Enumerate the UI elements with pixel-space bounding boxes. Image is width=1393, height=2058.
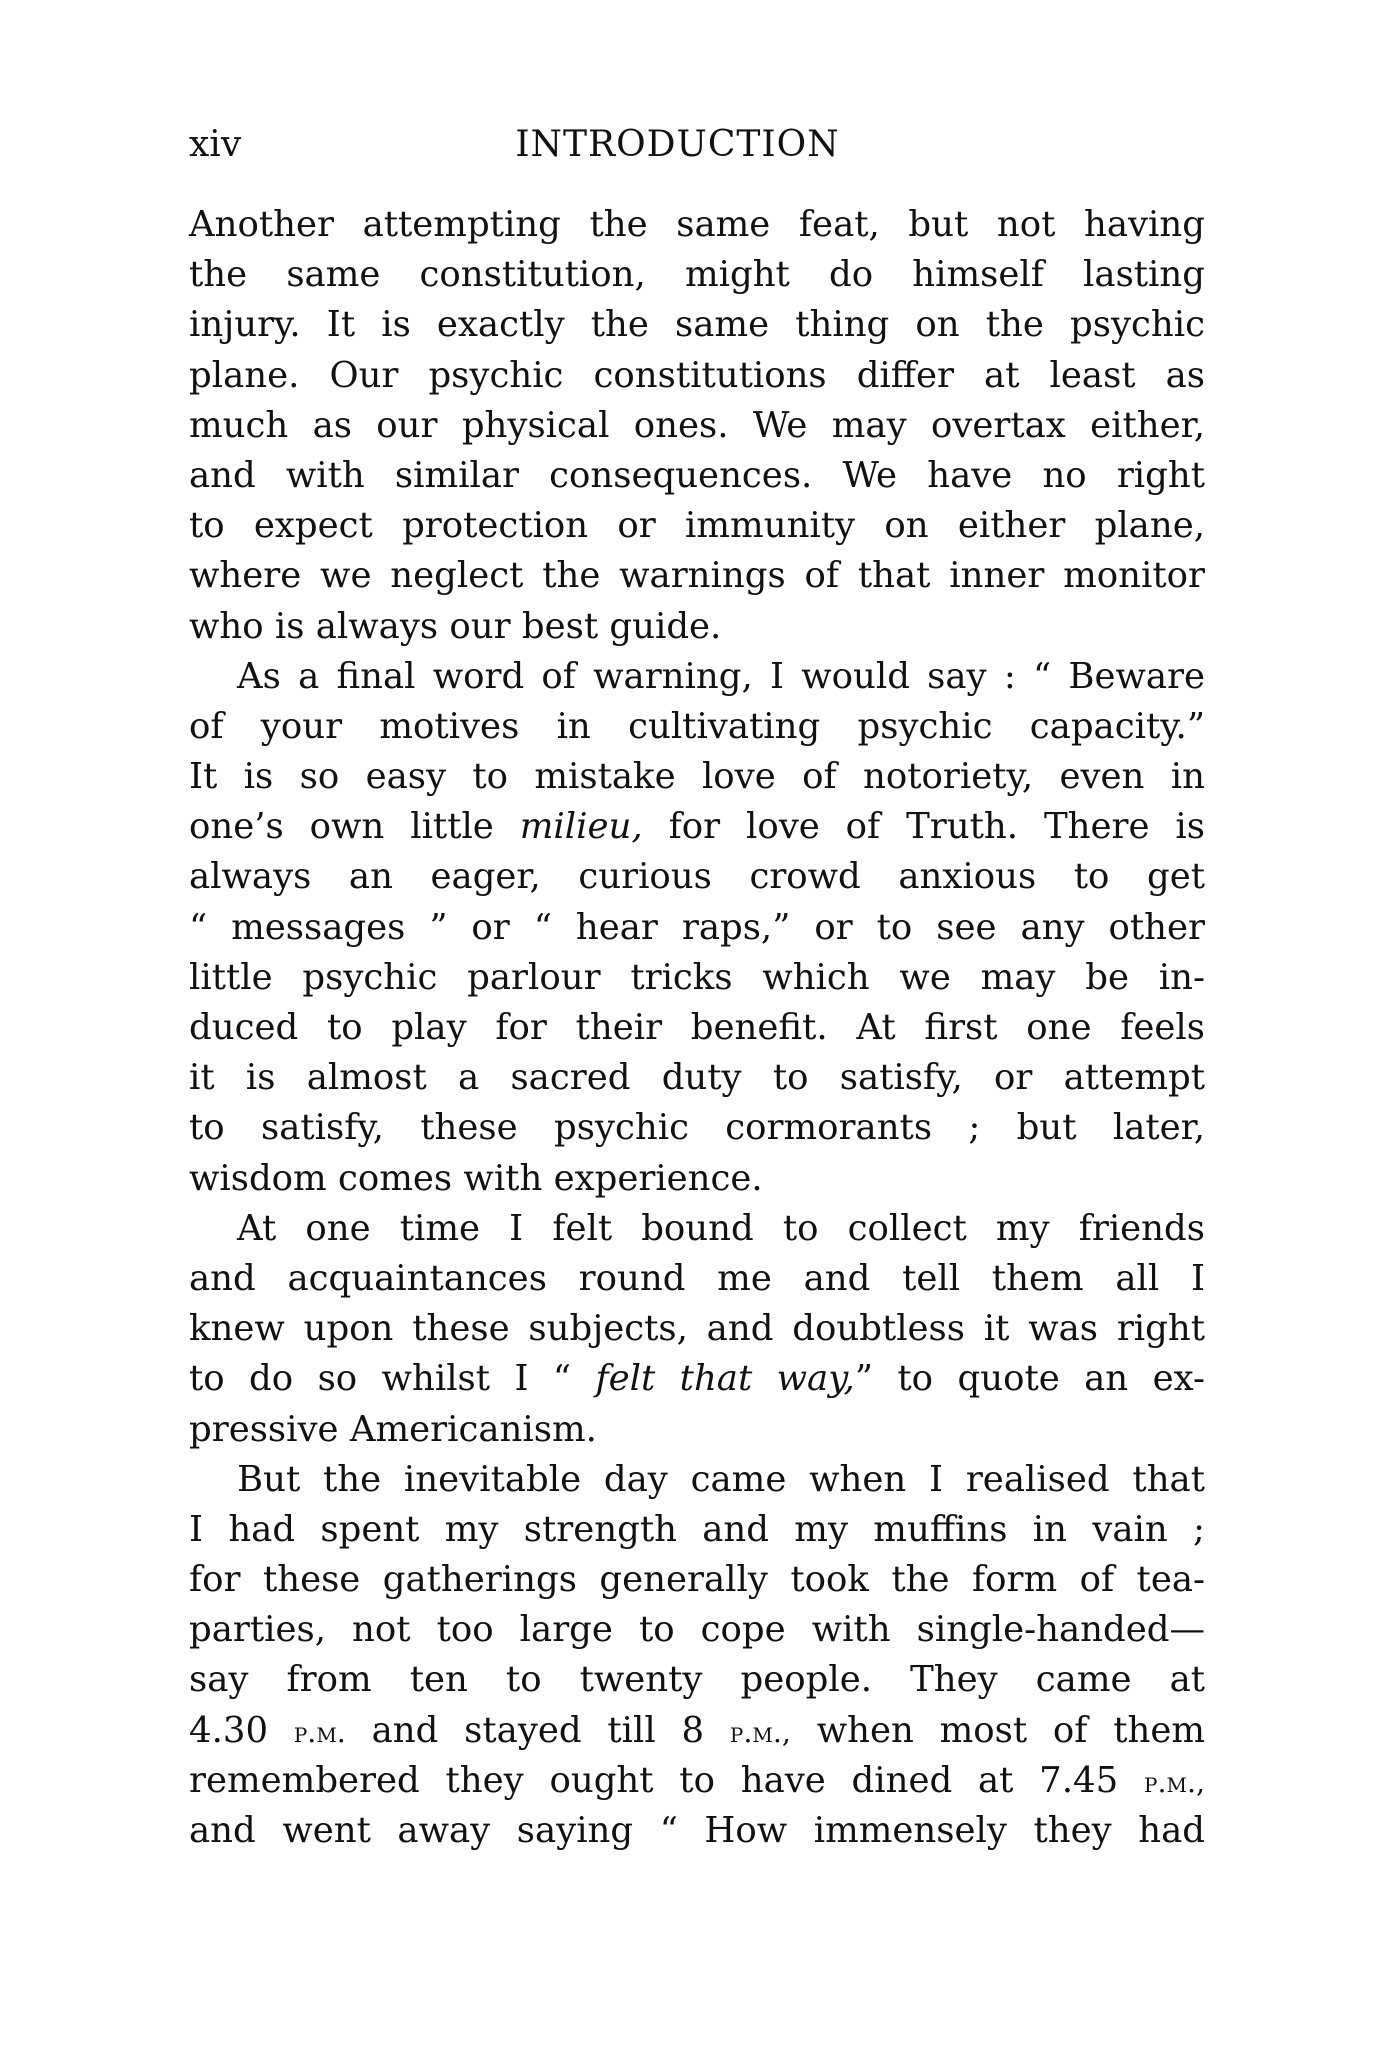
body-text	[189, 200, 1205, 1856]
italic-text: milieu,	[519, 806, 643, 848]
text-line: say from ten to twenty people. They came at	[189, 1659, 1205, 1701]
text-line	[189, 802, 1205, 852]
text-line: much as our physical ones. We may overtax either,	[189, 404, 1205, 446]
text-line: where we neglect the warnings of that inner monitor	[189, 555, 1205, 597]
text-line: “ messages ” or “ hear raps,” or to see any other	[189, 906, 1205, 948]
text-line: and with similar consequences. We have no right	[189, 454, 1205, 496]
text-segment: remembered they ought to have dined at 7.45	[189, 1759, 1144, 1801]
text-line: But the inevitable day came when I realised that	[237, 1458, 1205, 1500]
text-line: plane. Our psychic constitutions differ at least as	[189, 354, 1205, 396]
text-segment: ” to quote an ex-	[854, 1358, 1205, 1400]
text-line: for these gatherings generally took the form of tea-	[189, 1559, 1205, 1601]
text-line: Another attempting the same feat, but not having	[189, 204, 1205, 245]
text-line: I had spent my strength and my muffins in vain ;	[189, 1508, 1205, 1550]
small-caps-text: p.m.,	[1143, 1765, 1205, 1799]
small-caps-text: p.m.	[293, 1715, 346, 1749]
text-line: little psychic parlour tricks which we may be in-	[189, 956, 1205, 998]
text-segment: when most of them	[790, 1709, 1206, 1751]
text-line: the same constitution, might do himself lasting	[189, 254, 1205, 296]
running-header	[189, 124, 1203, 174]
text-segment: one’s own little	[189, 806, 520, 848]
text-line: pressive Americanism.	[189, 1408, 597, 1450]
text-segment: and stayed till 8	[345, 1709, 730, 1751]
text-line: As a final word of warning, I would say : “ Beware	[237, 655, 1205, 697]
text-segment: to do so whilst I “	[189, 1358, 596, 1400]
text-line: always an eager, curious crowd anxious to get	[189, 856, 1205, 898]
text-line: and acquaintances round me and tell them all I	[189, 1257, 1205, 1299]
text-line: wisdom comes with experience.	[189, 1157, 763, 1199]
text-line: duced to play for their benefit. At first one feels	[189, 1007, 1205, 1048]
text-line: who is always our best guide.	[189, 605, 722, 647]
text-line: At one time I felt bound to collect my friends	[237, 1207, 1205, 1249]
text-line	[189, 1756, 1205, 1806]
text-line: injury. It is exactly the same thing on the psychic	[189, 304, 1205, 346]
text-line: parties, not too large to cope with single-handed—	[189, 1609, 1205, 1651]
small-caps-text: p.m.,	[729, 1715, 791, 1749]
text-line: of your motives in cultivating psychic capacity.”	[189, 705, 1205, 747]
text-line: knew upon these subjects, and doubtless it was right	[189, 1308, 1205, 1350]
page-number: xiv	[189, 124, 242, 165]
text-line: and went away saying “ How immensely they had	[189, 1810, 1205, 1851]
italic-text: felt that way,	[595, 1358, 855, 1400]
text-line: to satisfy, these psychic cormorants ; but later,	[189, 1107, 1205, 1149]
text-segment: 4.30	[189, 1709, 294, 1751]
text-line: it is almost a sacred duty to satisfy, or attempt	[189, 1057, 1205, 1099]
text-line: It is so easy to mistake love of notoriety, even in	[189, 756, 1205, 798]
paragraph	[189, 652, 1205, 1204]
paragraph	[189, 1455, 1205, 1857]
text-segment: for love of Truth. There is	[642, 806, 1205, 848]
text-line	[189, 1706, 1205, 1756]
paragraph	[189, 1204, 1205, 1455]
text-line	[189, 1354, 1205, 1404]
paragraph	[189, 200, 1205, 652]
running-title: INTRODUCTION	[515, 124, 840, 165]
text-line: to expect protection or immunity on either plane,	[189, 505, 1205, 547]
